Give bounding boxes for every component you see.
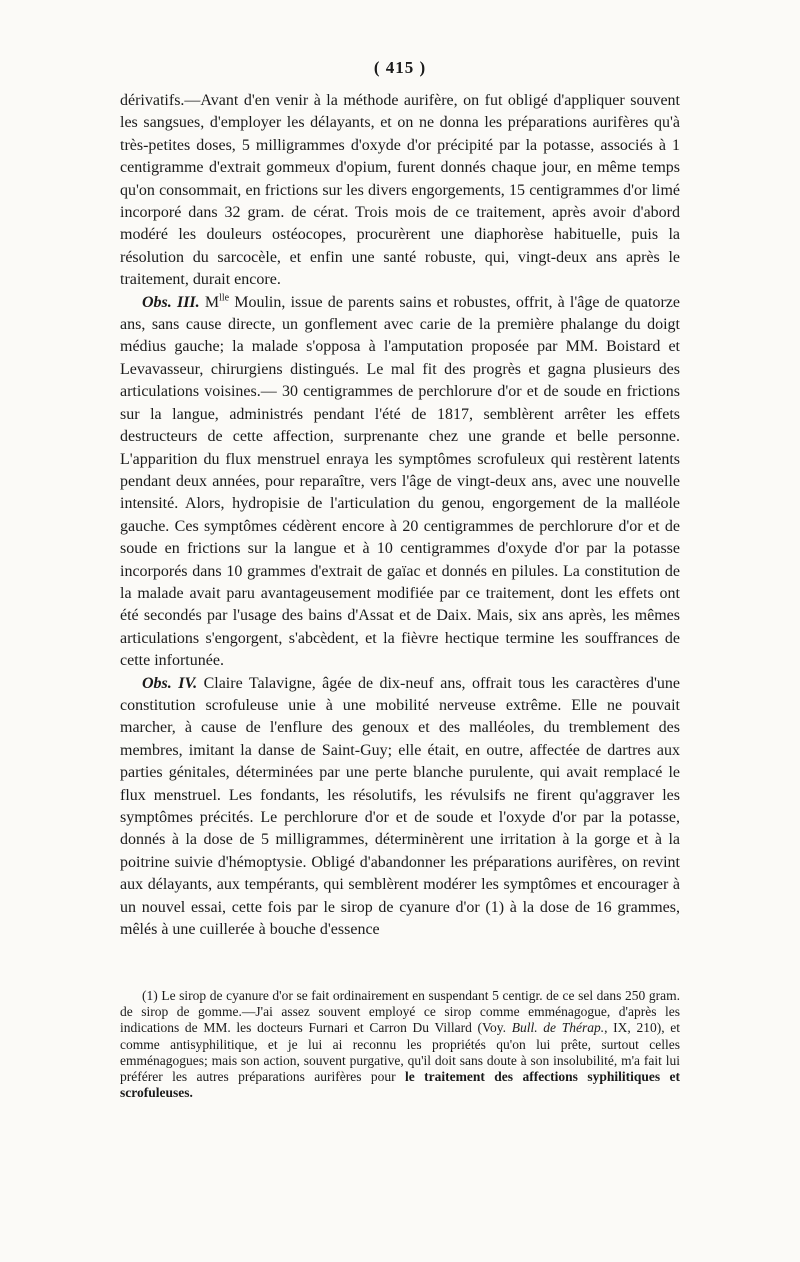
- page-number: ( 415 ): [373, 58, 427, 77]
- footnote-segment: (1) Le sirop de cyanure d'or se fait ordinairement en suspendant 5 centigr. de ce sel dans 250 gram. de sirop de gomme.—J'ai assez souvent employé ce sirop comme emménagogue, d'après les indications de MM. les docteurs Furnari et Carron Du Villard (Voy.: [120, 988, 680, 1036]
- paragraph-text: dérivatifs.—Avant d'en venir à la méthode aurifère, on fut obligé d'appliquer souvent les sangsues, d'employer les délayants, et on ne donna les préparations aurifères qu'à très-petites doses, 5 milligrammes d'oxyde d'or précipité par la potasse, associés à 1 centigramme d'extrait gommeux d'opium, furent donnés chaque jour, en même temps qu'on consommait, en frictions sur les divers engorgements, 15 centigrammes d'or limé incorporé dans 32 gram. de cérat. Trois mois de ce traitement, après avoir d'abord modéré les douleurs ostéocopes, procurèrent une diaphorèse habituelle, puis la résolution du sarcocèle, et enfin une santé robuste, qui, vingt-deux ans après le traitement, durait encore.: [120, 92, 680, 289]
- observation-label: Obs. IV.: [142, 674, 198, 692]
- footnote-segment: le traitement des affections syphilitiques et scrofuleuses.: [120, 1069, 680, 1101]
- paragraph-text: Moulin, issue de parents sains et robustes, offrit, à l'âge de quatorze ans, sans cause directe, un gonflement avec carie de la première phalange du doigt médius gauche; la malade s'opposa à l'amputation proposée par MM. Boistard et Levavasseur, chirurgiens distingués. Le mal fit des progrès et gagna plusieurs des articulations voisines.— 30 centigrammes de perchlorure d'or et de soude en frictions sur la langue, administrés pendant l'été de 1817, semblèrent arrêter les effets destructeurs de cette affection, surprenante chez une grande et belle personne. L'apparition du flux menstruel enraya les symptômes scrofuleux qui restèrent latents pendant deux années, pour reparaître, vers l'âge de vingt-deux ans, avec une nouvelle intensité. Alors, hydropisie de l'articulation du genou, engorgement de la malléole gauche. Ces symptômes cédèrent encore à 20 centigrammes de perchlorure d'or et de soude en frictions sur la langue et à 10 centigrammes d'oxyde d'or par la potasse incorporés dans 10 grammes d'extrait de gaïac et donnés en pilules. La constitution de la malade avait paru avantageusement modifiée par ce traitement, dont les effets ont été secondés par l'usage des bains d'Assat et de Daix. Mais, six ans après, les mêmes articulations s'engorgent, s'abcèdent, et la fièvre hectique termine les souffrances de cette infortunée.: [120, 293, 680, 670]
- footnote-segment: Bull. de Thérap.: [511, 1020, 605, 1036]
- observation-label: Obs. III.: [142, 293, 200, 311]
- body-text: [120, 90, 680, 941]
- paragraph-text: Claire Talavigne, âgée de dix-neuf ans, offrait tous les caractères d'une constitution scrofuleuse unie à une mobilité nerveuse extrême. Elle ne pouvait marcher, à cause de l'enflure des genoux et des malléoles, du tremblement des membres, imitant la danse de Saint-Guy; elle était, en outre, affectée de dartres aux parties génitales, déterminées par une perte blanche purulente, qui avait remplacé le flux menstruel. Les fondants, les résolutifs, les révulsifs ne firent qu'aggraver les symptômes précités. Le perchlorure d'or et de soude et l'oxyde d'or par la potasse, donnés à la dose de 5 milligrammes, déterminèrent une irritation à la gorge et à la poitrine suivie d'hémoptysie. Obligé d'abandonner les préparations aurifères, on revint aux délayants, aux tempérants, qui semblèrent modérer les symptômes et encourager à un nouvel essai, cette fois par le sirop de cyanure d'or (1) à la dose de 16 grammes, mêlés à une cuillerée à bouche d'essence: [120, 674, 680, 939]
- footnote-segment: , IX, 210), et comme antisyphilitique, et je lui ai reconnu les propriétés qu'on lui prête, surtout celles emménagogues; mais son action, souvent purgative, qu'il doit sans doute à son insolubilité, m'a fait lui préférer les autres préparations aurifères pour: [120, 1020, 680, 1085]
- paragraph-continuation: [120, 90, 680, 292]
- superscript: lle: [219, 292, 230, 304]
- paragraph-obs-iii: [120, 292, 680, 673]
- footnote-text: [120, 988, 680, 1101]
- paragraph-obs-iv: [120, 673, 680, 942]
- footnote: [120, 988, 680, 1101]
- paragraph-text: M: [199, 293, 220, 311]
